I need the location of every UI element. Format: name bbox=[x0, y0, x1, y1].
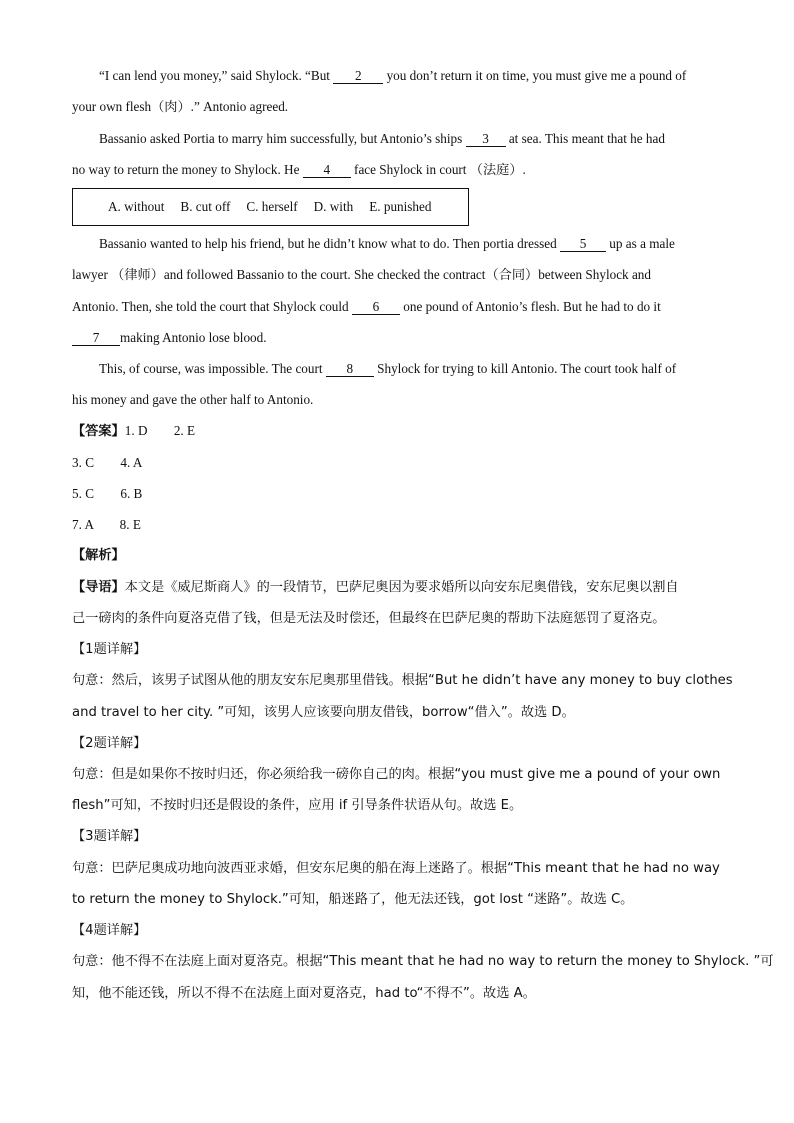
text: making Antonio lose blood. bbox=[120, 330, 267, 345]
text: Antonio. Then, she told the court that Shylock could bbox=[72, 299, 352, 314]
q1-line-1: 句意：然后，该男子试图从他的朋友安东尼奥那里借钱。根据“But he didn’t have any money to buy clothes bbox=[72, 673, 733, 688]
q3-line-2: to return the money to Shylock.”可知，船迷路了，他无法还钱，got lost “迷路”。故选 C。 bbox=[72, 892, 634, 907]
passage-line-5 bbox=[99, 236, 675, 252]
q1-line-2: and travel to her city. ”可知，该男人应该要向朋友借钱，borrow“借入”。故选 D。 bbox=[72, 705, 575, 720]
q2-line-2: flesh”可知，不按时归还是假设的条件，应用 if 引导条件状语从句。故选 E。 bbox=[72, 798, 523, 813]
answer-row-2: 3. C 4. A bbox=[72, 455, 143, 470]
blank-6: 6 bbox=[352, 300, 400, 315]
text: one pound of Antonio’s flesh. But he had to do it bbox=[399, 299, 661, 314]
passage-line-3 bbox=[99, 131, 665, 147]
blank-3: 3 bbox=[466, 132, 506, 147]
passage-line-1 bbox=[99, 68, 686, 84]
options-row bbox=[108, 199, 447, 215]
text: “I can lend you money,” said Shylock. “But bbox=[99, 68, 334, 83]
options-box bbox=[72, 188, 469, 226]
q4-line-1: 句意：他不得不在法庭上面对夏洛克。根据“This meant that he had no way to return the money to Shylock. ”可 bbox=[72, 954, 774, 969]
answer-values: 1. D 2. E bbox=[124, 423, 196, 438]
guide-label: 【导语】 bbox=[72, 580, 125, 595]
blank-8: 8 bbox=[326, 362, 374, 377]
option-c: C. herself bbox=[246, 199, 298, 214]
option-b: B. cut off bbox=[180, 199, 231, 214]
answer-row-1 bbox=[72, 423, 195, 440]
option-a: A. without bbox=[108, 199, 165, 214]
q3-line-1: 句意：巴萨尼奥成功地向波西亚求婚，但安东尼奥的船在海上迷路了。根据“This meant that he had no way bbox=[72, 861, 720, 876]
text: Shylock for trying to kill Antonio. The court took half of bbox=[373, 361, 677, 376]
blank-4: 4 bbox=[303, 163, 351, 178]
q4-line-2: 知，他不能还钱，所以不得不在法庭上面对夏洛克，had to“不得不”。故选 A。 bbox=[72, 986, 536, 1001]
answer-row-4: 7. A 8. E bbox=[72, 517, 141, 532]
text: no way to return the money to Shylock. He bbox=[72, 162, 303, 177]
option-e: E. punished bbox=[369, 199, 432, 214]
text: up as a male bbox=[606, 236, 675, 251]
passage-line-9 bbox=[99, 361, 676, 377]
q2-line-1: 句意：但是如果你不按时归还，你必须给我一磅你自己的肉。根据“you must give me a pound of your own bbox=[72, 767, 721, 782]
text: 本文是《威尼斯商人》的一段情节，巴萨尼奥因为要求婚所以向安东尼奥借钱，安东尼奥以割自 bbox=[124, 580, 679, 595]
answer-row-3: 5. C 6. B bbox=[72, 486, 143, 501]
text: This, of course, was impossible. The court bbox=[99, 361, 326, 376]
passage-line-4 bbox=[72, 162, 526, 178]
option-d: D. with bbox=[313, 199, 354, 214]
text: Bassanio asked Portia to marry him successfully, but Antonio’s ships bbox=[99, 131, 466, 146]
passage-line-8 bbox=[72, 330, 267, 346]
blank-7: 7 bbox=[72, 331, 120, 346]
q4-title: 【4题详解】 bbox=[72, 923, 147, 938]
guide-line-1 bbox=[72, 580, 679, 596]
text: you don’t return it on time, you must give me a pound of bbox=[383, 68, 687, 83]
blank-5: 5 bbox=[560, 237, 606, 252]
q1-title: 【1题详解】 bbox=[72, 642, 147, 657]
passage-line-2: your own flesh（肉）.” Antonio agreed. bbox=[72, 99, 289, 114]
analysis-label: 【解析】 bbox=[72, 548, 125, 563]
passage-line-6: lawyer （律师）and followed Bassanio to the court. She checked the contract（合同）between Shylock and bbox=[72, 267, 651, 282]
guide-line-2: 己一磅肉的条件向夏洛克借了钱，但是无法及时偿还，但最终在巴萨尼奥的帮助下法庭惩罚了夏洛克。 bbox=[72, 611, 666, 626]
blank-2: 2 bbox=[333, 69, 383, 84]
text: at sea. This meant that he had bbox=[505, 131, 665, 146]
passage-line-10: his money and gave the other half to Antonio. bbox=[72, 392, 314, 407]
answer-label: 【答案】 bbox=[72, 424, 125, 439]
text: Bassanio wanted to help his friend, but he didn’t know what to do. Then portia dressed bbox=[99, 236, 560, 251]
q3-title: 【3题详解】 bbox=[72, 829, 147, 844]
q2-title: 【2题详解】 bbox=[72, 736, 147, 751]
text: face Shylock in court （法庭）. bbox=[350, 162, 526, 177]
passage-line-7 bbox=[72, 299, 661, 315]
